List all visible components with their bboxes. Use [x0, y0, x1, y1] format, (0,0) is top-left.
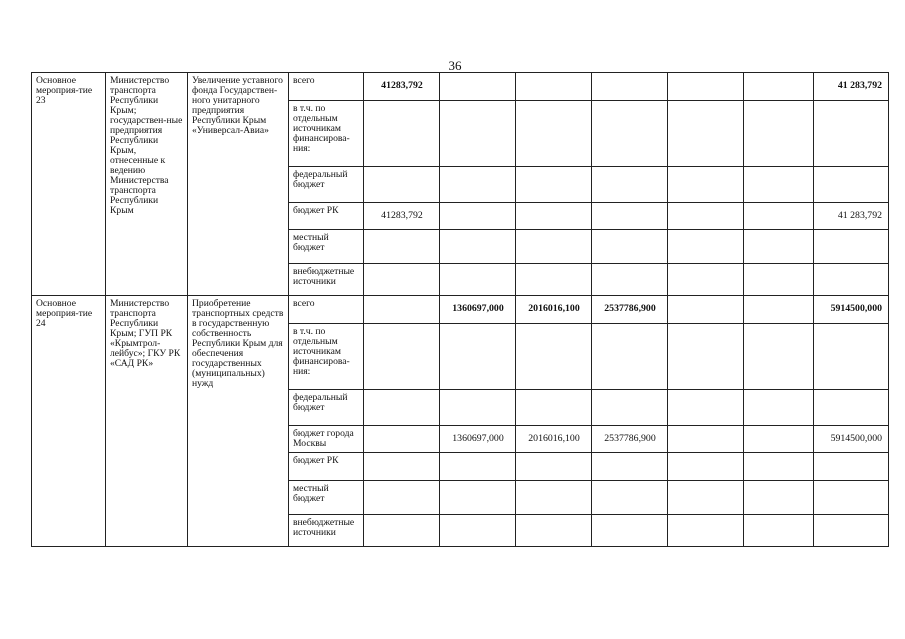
amount-cell-c4: 2537786,900 — [592, 426, 668, 453]
amount-cell-c2 — [440, 167, 516, 203]
funding-source: в т.ч. по отдельным источникам финансирова-ния: — [289, 101, 364, 167]
amount-cell-c5 — [668, 296, 744, 324]
amount-cell-total: 41 283,792 — [814, 203, 889, 230]
funding-source: федеральный бюджет — [289, 390, 364, 426]
amount-cell-c4 — [592, 264, 668, 296]
amount-cell-c2 — [440, 515, 516, 547]
amount-cell-c1 — [364, 230, 440, 264]
amount-cell-c2 — [440, 264, 516, 296]
amount-cell-c1: 41283,792 — [364, 203, 440, 230]
amount-cell-c2 — [440, 73, 516, 101]
amount-cell-c3 — [516, 515, 592, 547]
amount-cell-c3 — [516, 481, 592, 515]
amount-cell-c4: 2537786,900 — [592, 296, 668, 324]
amount-cell-total — [814, 390, 889, 426]
amount-cell-total: 5914500,000 — [814, 426, 889, 453]
funding-source: внебюджетные источники — [289, 515, 364, 547]
amount-cell-c1 — [364, 426, 440, 453]
amount-cell-c6 — [744, 324, 814, 390]
amount-cell-c3 — [516, 390, 592, 426]
amount-cell-c1 — [364, 324, 440, 390]
amount-cell-c4 — [592, 481, 668, 515]
amount-cell-c2: 1360697,000 — [440, 296, 516, 324]
amount-cell-total — [814, 264, 889, 296]
amount-cell-c2 — [440, 203, 516, 230]
amount-cell-c6 — [744, 203, 814, 230]
amount-cell-total: 41 283,792 — [814, 73, 889, 101]
amount-cell-c1: 41283,792 — [364, 73, 440, 101]
amount-cell-c1 — [364, 515, 440, 547]
amount-cell-c3 — [516, 230, 592, 264]
amount-cell-c4 — [592, 167, 668, 203]
amount-cell-c1 — [364, 453, 440, 481]
page-number: 36 — [448, 58, 462, 73]
amount-cell-c2 — [440, 101, 516, 167]
amount-cell-c6 — [744, 296, 814, 324]
amount-cell-c6 — [744, 481, 814, 515]
amount-cell-total — [814, 481, 889, 515]
amount-cell-c5 — [668, 203, 744, 230]
amount-cell-c3 — [516, 324, 592, 390]
amount-cell-c3: 2016016,100 — [516, 426, 592, 453]
amount-cell-c1 — [364, 264, 440, 296]
amount-cell-c2 — [440, 481, 516, 515]
amount-cell-c2: 1360697,000 — [440, 426, 516, 453]
amount-cell-total — [814, 453, 889, 481]
amount-cell-c5 — [668, 101, 744, 167]
amount-cell-c3 — [516, 73, 592, 101]
amount-cell-c6 — [744, 453, 814, 481]
funding-source: местный бюджет — [289, 481, 364, 515]
amount-cell-c6 — [744, 515, 814, 547]
measure-description: Приобретение транспортных средств в государственную собственность Республики Крым для обеспечения государственных (муниципальных) нужд — [188, 296, 289, 547]
amount-cell-c1 — [364, 481, 440, 515]
amount-cell-c5 — [668, 230, 744, 264]
funding-source: федеральный бюджет — [289, 167, 364, 203]
measure-name: Основное мероприя-тие 23 — [32, 73, 106, 296]
measure-executor: Министерство транспорта Республики Крым; государствен-ные предприятия Республики Крым, отнесенные к ведению Министерства транспорта Республики Крым — [106, 73, 188, 296]
measure-executor: Министерство транспорта Республики Крым; ГУП РК «Крымтрол-лейбус»; ГКУ РК «САД РК» — [106, 296, 188, 547]
amount-cell-total — [814, 101, 889, 167]
amount-cell-c5 — [668, 167, 744, 203]
amount-cell-c4 — [592, 324, 668, 390]
funding-source: бюджет города Москвы — [289, 426, 364, 453]
amount-cell-c6 — [744, 426, 814, 453]
amount-cell-c5 — [668, 515, 744, 547]
financing-table — [31, 72, 889, 547]
amount-cell-total — [814, 167, 889, 203]
amount-cell-c4 — [592, 230, 668, 264]
amount-cell-c3 — [516, 167, 592, 203]
amount-cell-c4 — [592, 390, 668, 426]
amount-cell-c5 — [668, 73, 744, 101]
amount-cell-c2 — [440, 230, 516, 264]
funding-source: местный бюджет — [289, 230, 364, 264]
amount-cell-c5 — [668, 390, 744, 426]
amount-cell-c3 — [516, 264, 592, 296]
amount-cell-c6 — [744, 73, 814, 101]
amount-cell-c6 — [744, 390, 814, 426]
amount-cell-c3 — [516, 453, 592, 481]
amount-cell-c5 — [668, 453, 744, 481]
funding-source: в т.ч. по отдельным источникам финансирова-ния: — [289, 324, 364, 390]
amount-cell-c2 — [440, 390, 516, 426]
amount-cell-total — [814, 324, 889, 390]
amount-cell-c5 — [668, 324, 744, 390]
amount-cell-c6 — [744, 230, 814, 264]
amount-cell-c2 — [440, 453, 516, 481]
table-row — [32, 73, 889, 101]
amount-cell-c4 — [592, 453, 668, 481]
amount-cell-c4 — [592, 101, 668, 167]
amount-cell-c1 — [364, 101, 440, 167]
amount-cell-c5 — [668, 426, 744, 453]
amount-cell-c1 — [364, 390, 440, 426]
amount-cell-c4 — [592, 203, 668, 230]
amount-cell-total — [814, 230, 889, 264]
table-row — [32, 296, 889, 324]
amount-cell-total — [814, 515, 889, 547]
amount-cell-c1 — [364, 167, 440, 203]
measure-description: Увеличение уставного фонда Государствен-ного унитарного предприятия Республики Крым «Универсал-Авиа» — [188, 73, 289, 296]
amount-cell-c3: 2016016,100 — [516, 296, 592, 324]
amount-cell-c4 — [592, 73, 668, 101]
amount-cell-c5 — [668, 481, 744, 515]
amount-cell-total: 5914500,000 — [814, 296, 889, 324]
funding-source: бюджет РК — [289, 203, 364, 230]
funding-source: всего — [289, 73, 364, 101]
amount-cell-c6 — [744, 167, 814, 203]
amount-cell-c3 — [516, 101, 592, 167]
amount-cell-c5 — [668, 264, 744, 296]
funding-source: внебюджетные источники — [289, 264, 364, 296]
amount-cell-c4 — [592, 515, 668, 547]
amount-cell-c1 — [364, 296, 440, 324]
funding-source: всего — [289, 296, 364, 324]
amount-cell-c6 — [744, 264, 814, 296]
amount-cell-c2 — [440, 324, 516, 390]
amount-cell-c3 — [516, 203, 592, 230]
measure-name: Основное мероприя-тие 24 — [32, 296, 106, 547]
amount-cell-c6 — [744, 101, 814, 167]
funding-source: бюджет РК — [289, 453, 364, 481]
